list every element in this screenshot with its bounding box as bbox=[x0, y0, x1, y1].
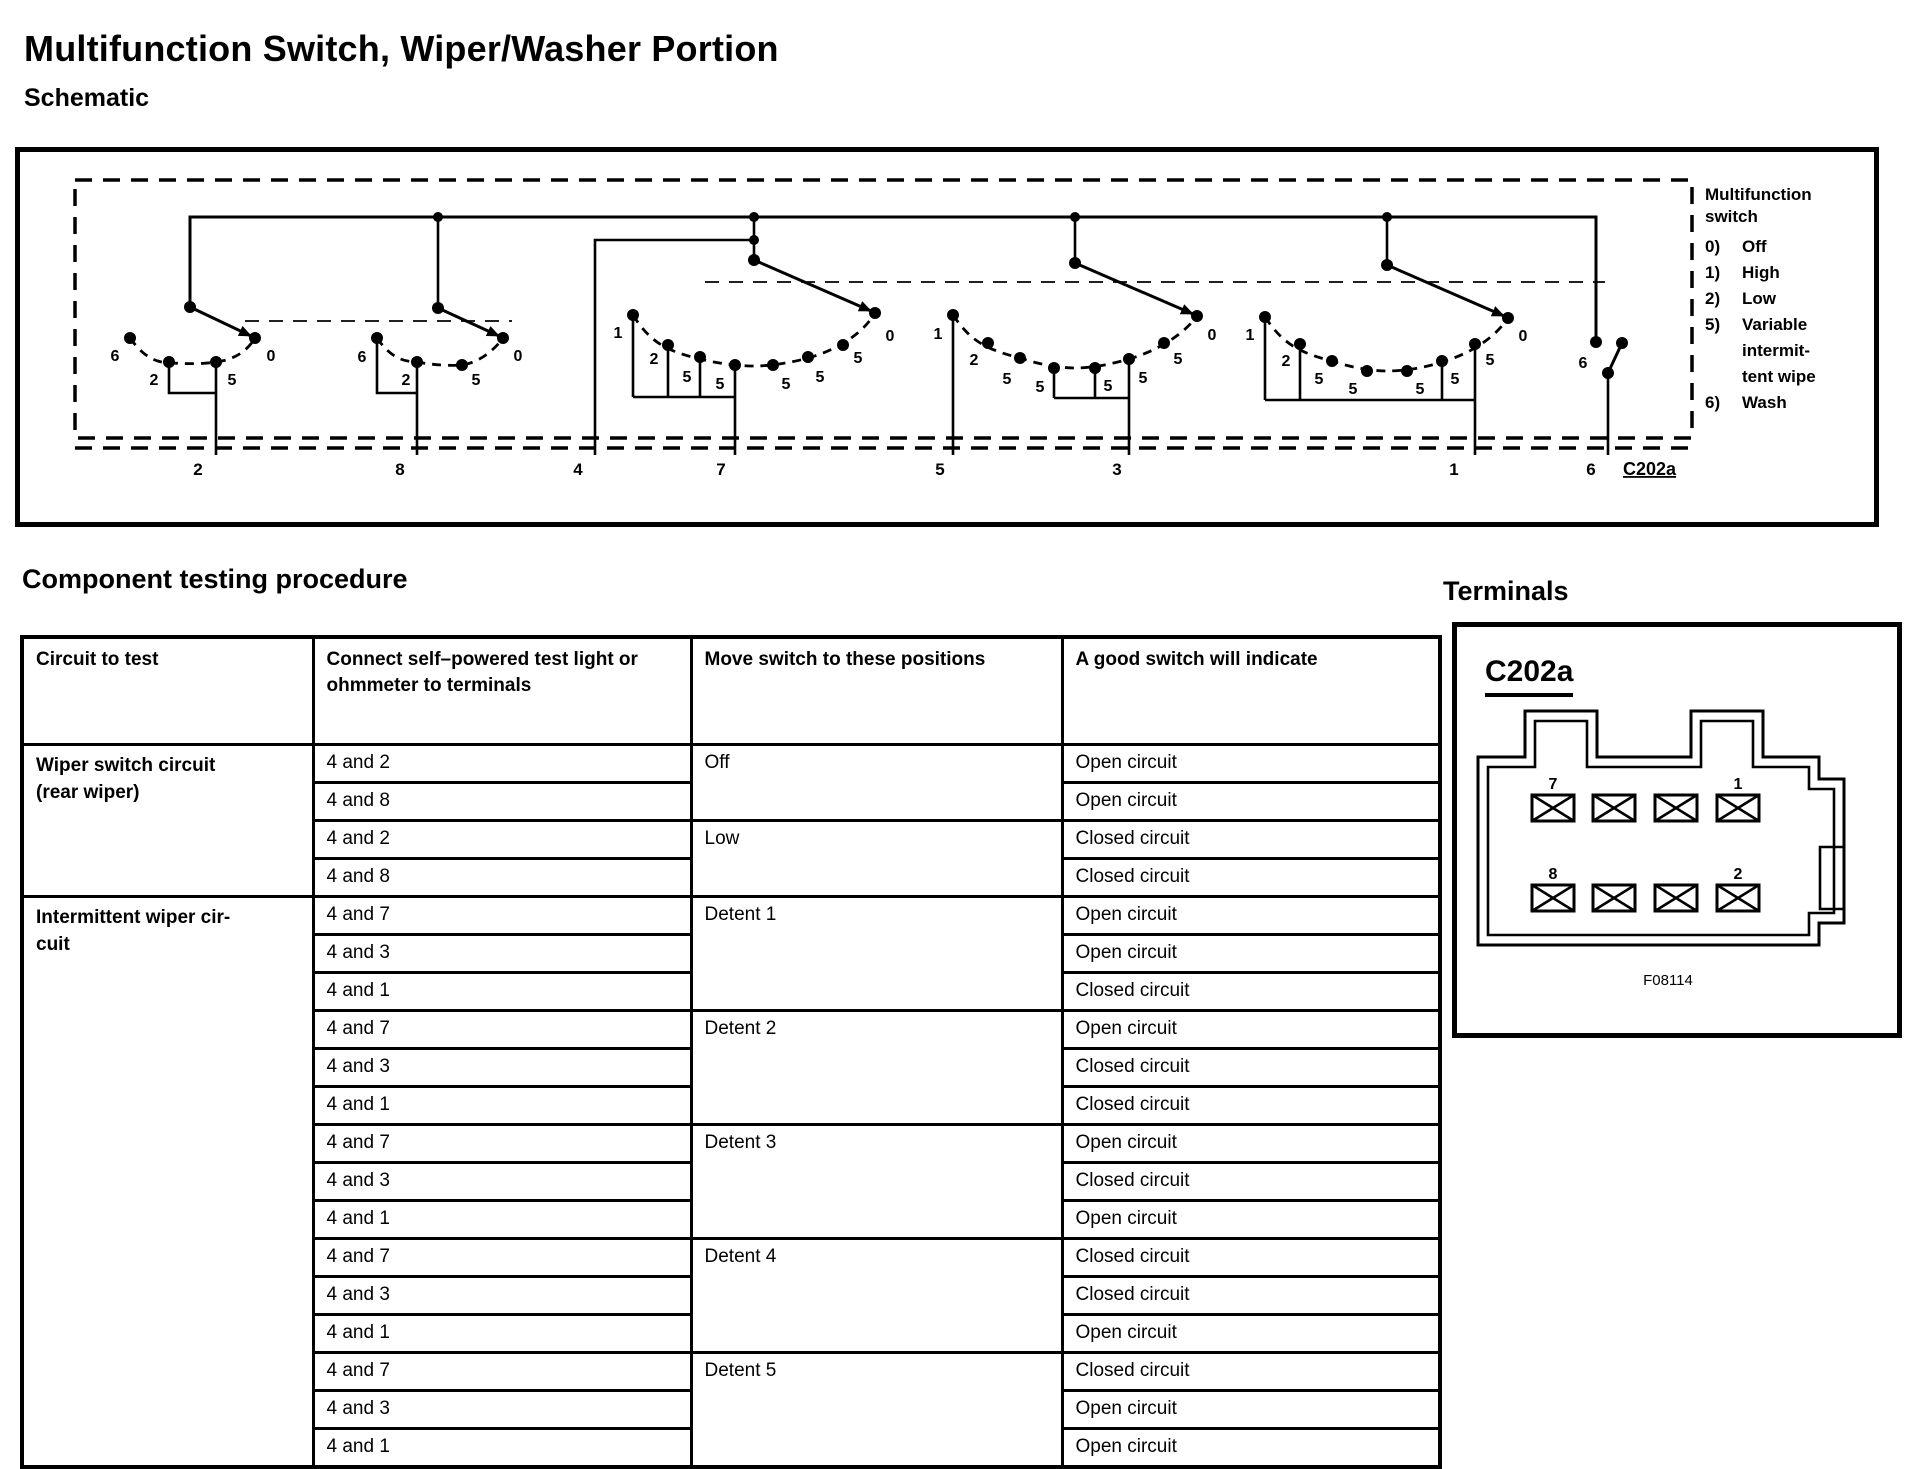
terminal-cavity bbox=[1593, 795, 1635, 821]
wafer4-contact-label: 5 bbox=[1103, 378, 1113, 395]
wafer5-contact-label: 2 bbox=[1281, 353, 1291, 370]
connector-name-label: C202a bbox=[1485, 655, 1573, 697]
table-header-row bbox=[22, 637, 1440, 745]
wafer3-contact-label: 0 bbox=[885, 328, 895, 345]
wafer5-contact-label: 5 bbox=[1348, 381, 1358, 398]
cell-terminals: 4 and 7 bbox=[313, 897, 691, 935]
wafer1-contact-label: 2 bbox=[149, 372, 159, 389]
wafer3-contact-label: 5 bbox=[853, 350, 863, 367]
wafer5-contact-label: 1 bbox=[1245, 327, 1255, 344]
wafer3-contact-label: 2 bbox=[649, 351, 659, 368]
cell-result: Open circuit bbox=[1062, 1201, 1440, 1239]
wafer1-contact-label: 0 bbox=[266, 348, 276, 365]
wafer-2 bbox=[358, 332, 523, 455]
cell-result: Open circuit bbox=[1062, 897, 1440, 935]
legend-title: switch bbox=[1705, 207, 1758, 226]
wiper-arms bbox=[184, 254, 1504, 336]
terminals-panel bbox=[1452, 622, 1902, 1038]
wafer5-contact-label: 0 bbox=[1518, 328, 1528, 345]
cell-result: Closed circuit bbox=[1062, 973, 1440, 1011]
wafer5-contact-label: 5 bbox=[1314, 371, 1324, 388]
legend-item-label: Off bbox=[1742, 237, 1767, 256]
cell-result: Open circuit bbox=[1062, 1391, 1440, 1429]
col-header-positions: Move switch to these positions bbox=[691, 637, 1062, 745]
cell-switch-position: Low bbox=[691, 821, 1062, 897]
connector-face-drawing bbox=[1457, 627, 1887, 1023]
wafer5-contact-label: 5 bbox=[1450, 371, 1460, 388]
terminal-cavity bbox=[1532, 795, 1574, 821]
cell-result: Open circuit bbox=[1062, 783, 1440, 821]
section-title-terminals: Terminals bbox=[1443, 576, 1569, 606]
cell-result: Open circuit bbox=[1062, 1125, 1440, 1163]
wafer3-contact-label: 1 bbox=[613, 325, 623, 342]
section-title-testing: Component testing procedure bbox=[22, 564, 408, 594]
cell-terminals: 4 and 8 bbox=[313, 859, 691, 897]
wafer5-contact-label: 5 bbox=[1415, 381, 1425, 398]
cell-result: Closed circuit bbox=[1062, 1049, 1440, 1087]
cell-terminals: 4 and 2 bbox=[313, 745, 691, 783]
mechanical-linkage-line bbox=[245, 282, 1605, 321]
cell-result: Closed circuit bbox=[1062, 1087, 1440, 1125]
wafer1-contact-label: 6 bbox=[110, 348, 120, 365]
legend-item-label: Wash bbox=[1742, 393, 1787, 412]
cell-terminals: 4 and 2 bbox=[313, 821, 691, 859]
terminal-cavity bbox=[1717, 795, 1759, 821]
cell-switch-position: Detent 3 bbox=[691, 1125, 1062, 1239]
cell-circuit-name: Intermittent wiper cir- cuit bbox=[22, 897, 313, 1468]
wafer2-contact-label: 2 bbox=[401, 372, 411, 389]
terminal-cavity bbox=[1593, 885, 1635, 911]
cell-terminals: 4 and 3 bbox=[313, 1391, 691, 1429]
wafer-5 bbox=[1246, 311, 1528, 455]
cell-terminals: 4 and 3 bbox=[313, 1049, 691, 1087]
wafer4-contact-label: 5 bbox=[1035, 379, 1045, 396]
legend-item-label: Variable bbox=[1742, 315, 1808, 334]
schematic-drawing bbox=[20, 152, 1874, 522]
legend-item-label: High bbox=[1742, 263, 1780, 282]
wafer4-contact-label: 5 bbox=[1173, 351, 1183, 368]
wafer3-contact-label: 5 bbox=[781, 376, 791, 393]
cell-switch-position: Detent 5 bbox=[691, 1353, 1062, 1468]
legend-item-label: intermit- bbox=[1742, 341, 1810, 360]
schematic-legend bbox=[1705, 185, 1816, 412]
cell-result: Open circuit bbox=[1062, 935, 1440, 973]
terminal-cavity bbox=[1655, 795, 1697, 821]
cell-terminals: 4 and 7 bbox=[313, 1125, 691, 1163]
legend-item-label: tent wipe bbox=[1742, 367, 1816, 386]
cell-result: Closed circuit bbox=[1062, 1277, 1440, 1315]
legend-item-key: 1) bbox=[1705, 263, 1721, 282]
cell-result: Open circuit bbox=[1062, 745, 1440, 783]
pin-label: 5 bbox=[935, 460, 945, 479]
cell-circuit-name: Wiper switch circuit (rear wiper) bbox=[22, 745, 313, 897]
pin-label: 6 bbox=[1586, 460, 1596, 479]
switch-dashed-boundary bbox=[75, 180, 1692, 448]
terminal-cavity bbox=[1532, 885, 1574, 911]
connector-ref-label: C202a bbox=[1623, 459, 1677, 479]
cell-terminals: 4 and 7 bbox=[313, 1011, 691, 1049]
wafer4-contact-label: 2 bbox=[969, 352, 979, 369]
terminal-cavities bbox=[1532, 795, 1759, 911]
terminal-label: 2 bbox=[1733, 866, 1743, 883]
cell-result: Closed circuit bbox=[1062, 1163, 1440, 1201]
page-title: Multifunction Switch, Wiper/Washer Portion bbox=[24, 28, 779, 69]
col-header-circuit: Circuit to test bbox=[22, 637, 313, 745]
cell-terminals: 4 and 1 bbox=[313, 973, 691, 1011]
wafer2-contact-label: 6 bbox=[357, 349, 367, 366]
wafer2-contact-label: 5 bbox=[471, 372, 481, 389]
cell-terminals: 4 and 3 bbox=[313, 1163, 691, 1201]
cell-terminals: 4 and 1 bbox=[313, 1315, 691, 1353]
legend-item-key: 0) bbox=[1705, 237, 1721, 256]
cell-result: Closed circuit bbox=[1062, 821, 1440, 859]
section-title-schematic: Schematic bbox=[24, 84, 150, 112]
wafer3-contact-label: 5 bbox=[682, 369, 692, 386]
cell-switch-position: Detent 2 bbox=[691, 1011, 1062, 1125]
cell-terminals: 4 and 7 bbox=[313, 1239, 691, 1277]
wafer5-contact-label: 5 bbox=[1485, 352, 1495, 369]
schematic-panel bbox=[15, 147, 1879, 527]
cell-terminals: 4 and 7 bbox=[313, 1353, 691, 1391]
pin-label: 8 bbox=[395, 460, 405, 479]
wafer1-contact-label: 5 bbox=[227, 372, 237, 389]
table-row bbox=[22, 745, 1440, 783]
pin-label: 1 bbox=[1449, 460, 1459, 479]
wafer3-contact-label: 5 bbox=[715, 376, 725, 393]
cell-terminals: 4 and 8 bbox=[313, 783, 691, 821]
legend-item-key: 5) bbox=[1705, 315, 1721, 334]
terminal-cavity bbox=[1717, 885, 1759, 911]
cell-terminals: 4 and 1 bbox=[313, 1429, 691, 1468]
component-testing-table bbox=[20, 635, 1442, 1469]
wafer-3 bbox=[614, 307, 895, 455]
cell-result: Closed circuit bbox=[1062, 1353, 1440, 1391]
cell-terminals: 4 and 1 bbox=[313, 1087, 691, 1125]
pin-label: 7 bbox=[716, 460, 726, 479]
legend-item-label: Low bbox=[1742, 289, 1776, 308]
wafer4-contact-label: 5 bbox=[1138, 370, 1148, 387]
cell-result: Open circuit bbox=[1062, 1429, 1440, 1468]
terminal-label: 8 bbox=[1548, 866, 1558, 883]
legend-item-key: 2) bbox=[1705, 289, 1721, 308]
cell-result: Closed circuit bbox=[1062, 1239, 1440, 1277]
terminal-label: 1 bbox=[1733, 776, 1743, 793]
terminal-cavity bbox=[1655, 885, 1697, 911]
table-row bbox=[22, 897, 1440, 935]
cell-result: Open circuit bbox=[1062, 1315, 1440, 1353]
cell-terminals: 4 and 3 bbox=[313, 1277, 691, 1315]
cell-switch-position: Detent 4 bbox=[691, 1239, 1062, 1353]
cell-terminals: 4 and 3 bbox=[313, 935, 691, 973]
pin-label: 4 bbox=[573, 460, 583, 479]
wash-contact-label: 6 bbox=[1578, 355, 1588, 372]
cell-switch-position: Off bbox=[691, 745, 1062, 821]
wafer-4 bbox=[934, 309, 1217, 455]
col-header-result: A good switch will indicate bbox=[1062, 637, 1440, 745]
figure-code-label: F08114 bbox=[1643, 972, 1693, 989]
wafer4-contact-label: 5 bbox=[1002, 371, 1012, 388]
connector-pin-labels bbox=[193, 459, 1677, 479]
terminal-number-labels bbox=[1549, 776, 1743, 883]
legend-item-key: 6) bbox=[1705, 393, 1721, 412]
wafer2-contact-label: 0 bbox=[513, 348, 523, 365]
col-header-terminals: Connect self–powered test light or ohmmeter to terminals bbox=[313, 637, 691, 745]
cell-result: Closed circuit bbox=[1062, 859, 1440, 897]
wafer4-contact-label: 1 bbox=[933, 326, 943, 343]
cell-switch-position: Detent 1 bbox=[691, 897, 1062, 1011]
wafer4-contact-label: 0 bbox=[1207, 327, 1217, 344]
cell-terminals: 4 and 1 bbox=[313, 1201, 691, 1239]
cell-result: Open circuit bbox=[1062, 1011, 1440, 1049]
testing-table-wrap bbox=[20, 635, 1442, 1469]
pin-label: 2 bbox=[193, 460, 203, 479]
terminal-label: 7 bbox=[1548, 776, 1558, 793]
pin-label: 3 bbox=[1112, 460, 1122, 479]
wafer3-contact-label: 5 bbox=[815, 369, 825, 386]
legend-title: Multifunction bbox=[1705, 185, 1812, 204]
